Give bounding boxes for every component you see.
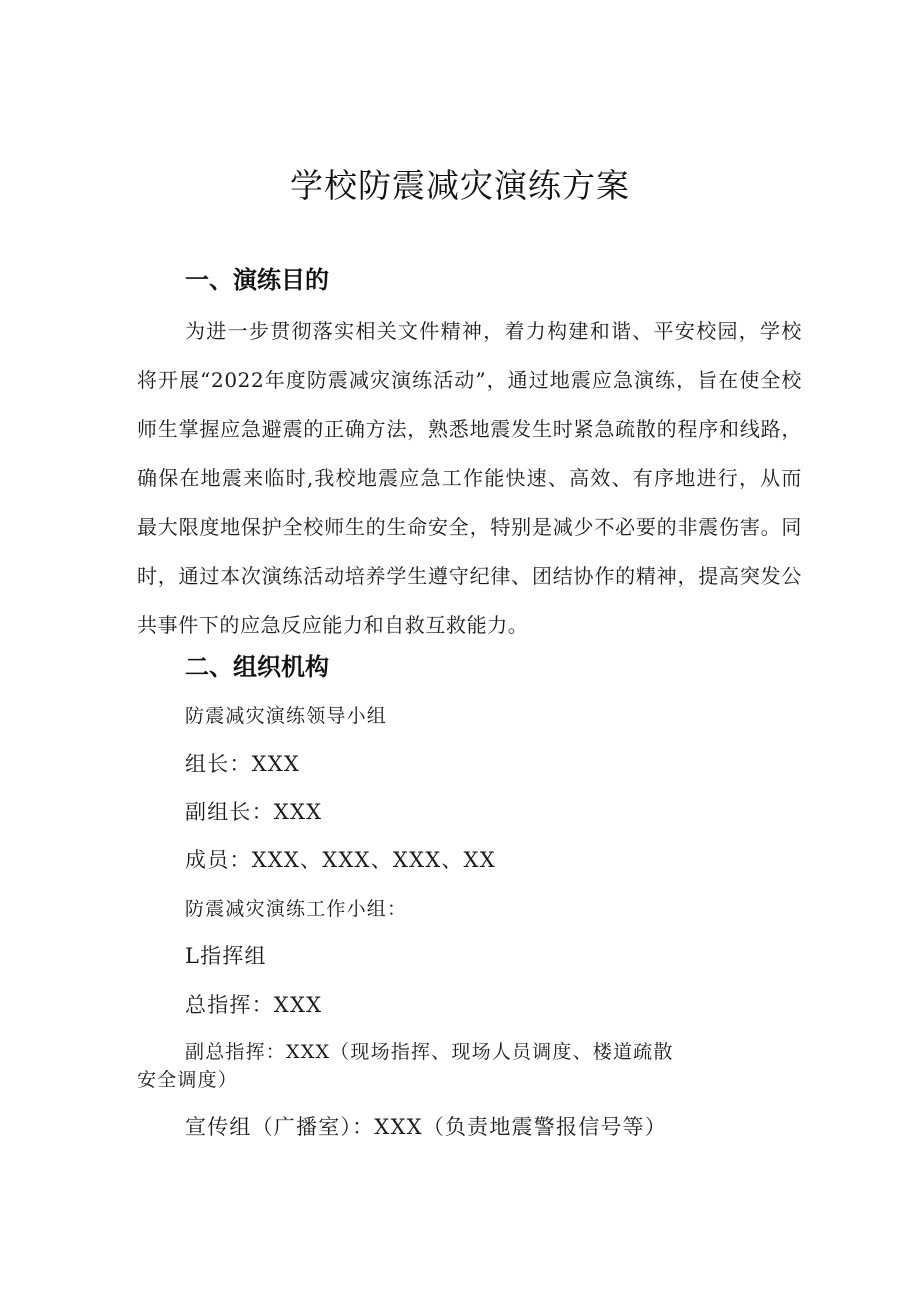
chief-commander-line: 总指挥：XXX [185, 993, 323, 1017]
leader-line: 组长：XXX [185, 752, 301, 776]
command-group-line: L指挥组 [185, 944, 267, 968]
purpose-paragraph: 为进一步贯彻落实相关文件精神，着力构建和谐、平安校园，学校将开展“2022年度防震减灾演练活动”，通过地震应急演练，旨在使全校师生掌握应急避震的正确方法，熟悉地震发生时紧急疏散的程序和线路，确保在地震来临时,我校地震应急工作能快速、高效、有序地进行，从而最大限度地保护全校师生的生命安全，特别是减少不必要的非震伤害。同时，通过本次演练活动培养学生遵守纪律、团结协作的精神，提高突发公共事件下的应急反应能力和自救互救能力。 [137, 319, 802, 637]
deputy-commander-line: 副总指挥：XXX（现场指挥、现场人员调度、楼道疏散安全调度） [137, 1041, 674, 1091]
section-heading-purpose: 一、演练目的 [185, 266, 329, 294]
deputy-leader-line: 副组长：XXX [185, 800, 323, 824]
document-title: 学校防震减灾演练方案 [290, 166, 630, 205]
publicity-group-line: 宣传组（广播室）：XXX（负责地震警报信号等） [185, 1115, 667, 1139]
leading-group-title: 防震减灾演练领导小组 [185, 705, 388, 727]
section-heading-organization: 二、组织机构 [185, 653, 329, 681]
members-line: 成员：XXX、XXX、XXX、XX [185, 848, 496, 872]
work-group-title: 防震减灾演练工作小组： [185, 898, 408, 920]
